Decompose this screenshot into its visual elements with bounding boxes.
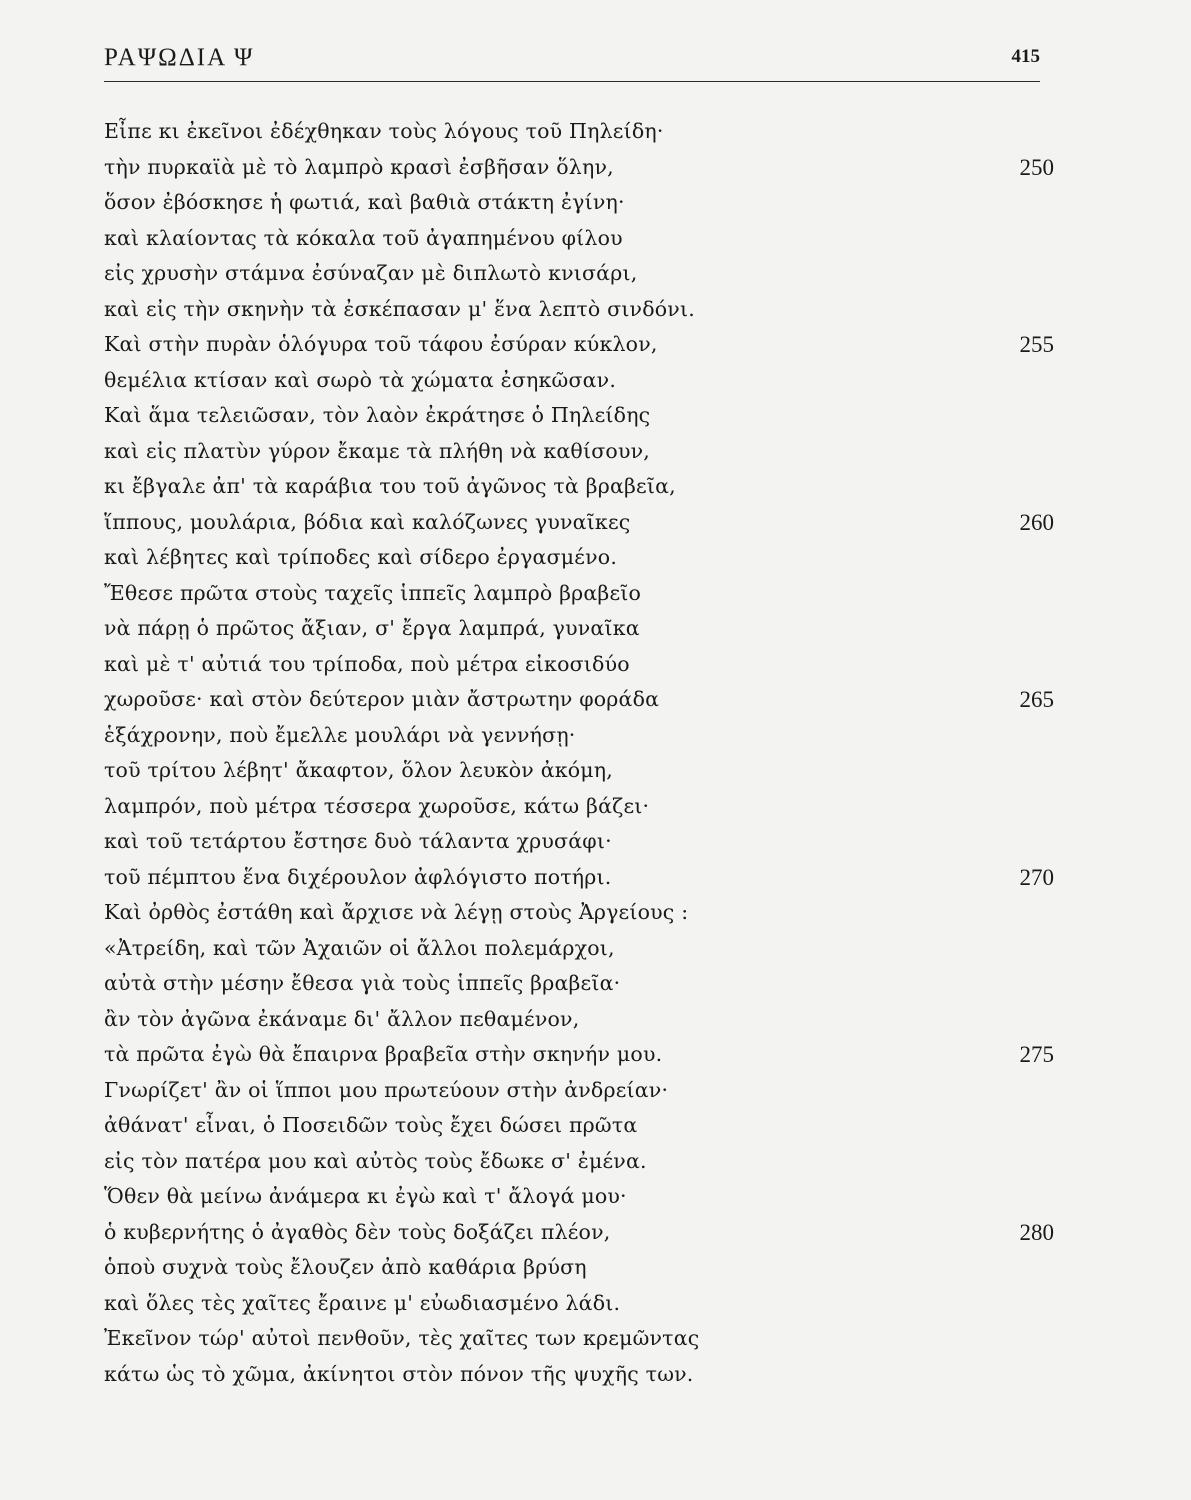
verse-line [104, 469, 1054, 505]
verse-text: θεμέλια κτίσαν καὶ σωρὸ τὰ χώματα ἐσηκῶσαν. [104, 367, 617, 392]
verse-text: καὶ μὲ τ' αὐτιά του τρίποδα, ποὺ μέτρα εἰκοσιδύο [104, 651, 630, 676]
verse-text: κι ἔβγαλε ἀπ' τὰ καράβια του τοῦ ἀγῶνος τὰ βραβεῖα, [104, 474, 676, 498]
verse-line [104, 114, 1054, 150]
verse-text: Καὶ στὴν πυρὰν ὁλόγυρα τοῦ τάφου ἐσύραν κύκλον, [104, 332, 658, 356]
verse-line [104, 1073, 1054, 1109]
verse-line [104, 860, 1054, 896]
verse-text: λαμπρόν, ποὺ μέτρα τέσσερα χωροῦσε, κάτω βάζει· [104, 793, 650, 818]
verse-line [104, 1144, 1054, 1180]
verse-text: Καὶ ὀρθὸς ἐστάθη καὶ ἄρχισε νὰ λέγῃ στοὺς Ἀργείους : [104, 900, 689, 924]
verse-text: καὶ τοῦ τετάρτου ἔστησε δυὸ τάλαντα χρυσάφι· [104, 829, 612, 853]
verse-text: χωροῦσε· καὶ στὸν δεύτερον μιὰν ἄστρωτην φοράδα [104, 687, 660, 711]
line-number: 260 [1019, 509, 1054, 535]
verse-text: Καὶ ἅμα τελειῶσαν, τὸν λαὸν ἐκράτησε ὁ Πηλείδης [104, 403, 651, 427]
verse-line [104, 1108, 1054, 1144]
line-number: 250 [1019, 154, 1054, 180]
verse-text: ὅσον ἐβόσκησε ἡ φωτιά, καὶ βαθιὰ στάκτη ἐγίνη· [104, 190, 625, 214]
verse-line [104, 221, 1054, 257]
verse-text: καὶ εἰς τὴν σκηνὴν τὰ ἐσκέπασαν μ' ἕνα λεπτὸ σινδόνι. [104, 296, 695, 321]
verse-line [104, 398, 1054, 434]
verse-line [104, 256, 1054, 292]
line-number: 265 [1019, 687, 1054, 712]
verse-line [104, 611, 1054, 647]
verse-line [104, 292, 1054, 328]
verse-line [104, 1286, 1054, 1322]
chapter-title: ΡΑΨΩΔΙΑ Ψ [104, 44, 255, 71]
verse-text: εἰς τὸν πατέρα μου καὶ αὐτὸς τοὺς ἔδωκε σ' ἐμένα. [104, 1148, 647, 1173]
verse-line [104, 1002, 1054, 1038]
verse-line [104, 576, 1054, 612]
verse-line [104, 1037, 1054, 1073]
verse-line [104, 1215, 1054, 1251]
line-number: 270 [1019, 864, 1054, 890]
verse-text: αὐτὰ στὴν μέσην ἔθεσα γιὰ τοὺς ἱππεῖς βραβεῖα· [104, 971, 621, 995]
verse-text: Ἐκεῖνον τώρ' αὐτοὶ πενθοῦν, τὲς χαῖτες των κρεμῶντας [104, 1326, 700, 1350]
verse-line [104, 1321, 1054, 1357]
verse-text: τὴν πυρκαϊὰ μὲ τὸ λαμπρὸ κρασὶ ἐσβῆσαν ὅλην, [104, 154, 614, 179]
verse-text: Γνωρίζετ' ἂν οἱ ἵπποι μου πρωτεύουν στὴν ἀνδρείαν· [104, 1077, 669, 1102]
page-number: 415 [1011, 46, 1040, 67]
verse-line [104, 789, 1054, 825]
verse-block [104, 114, 1054, 1392]
verse-text: Ἔθεσε πρῶτα στοὺς ταχεῖς ἱππεῖς λαμπρὸ βραβεῖο [104, 580, 642, 605]
verse-text: Εἶπε κι ἐκεῖνοι ἐδέχθηκαν τοὺς λόγους τοῦ Πηλείδη· [104, 119, 664, 143]
verse-text: «Ἀτρείδη, καὶ τῶν Ἀχαιῶν οἱ ἄλλοι πολεμάρχοι, [104, 935, 615, 960]
verse-line [104, 434, 1054, 470]
verse-text: κάτω ὡς τὸ χῶμα, ἀκίνητοι στὸν πόνον τῆς ψυχῆς των. [104, 1361, 694, 1386]
verse-line [104, 363, 1054, 399]
verse-text: τοῦ τρίτου λέβητ' ἄκαφτον, ὅλον λευκὸν ἀκόμη, [104, 758, 614, 782]
verse-line [104, 682, 1054, 718]
verse-text: καὶ ὅλες τὲς χαῖτες ἔραινε μ' εὐωδιασμένο λάδι. [104, 1290, 621, 1315]
verse-line [104, 753, 1054, 789]
verse-text: νὰ πάρῃ ὁ πρῶτος ἄξιαν, σ' ἔργα λαμπρά, γυναῖκα [104, 616, 640, 640]
verse-line [104, 966, 1054, 1002]
line-number: 255 [1019, 332, 1054, 357]
verse-line [104, 718, 1054, 754]
verse-line [104, 1357, 1054, 1393]
verse-text: καὶ εἰς πλατὺν γύρον ἔκαμε τὰ πλήθη νὰ καθίσουν, [104, 438, 650, 463]
verse-text: εἰς χρυσὴν στάμνα ἐσύναζαν μὲ διπλωτὸ κνισάρι, [104, 261, 638, 285]
verse-text: τοῦ πέμπτου ἕνα διχέρουλον ἀφλόγιστο ποτήρι. [104, 864, 612, 889]
verse-line [104, 824, 1054, 860]
verse-text: ὁ κυβερνήτης ὁ ἀγαθὸς δὲν τοὺς δοξάζει πλέον, [104, 1219, 611, 1244]
verse-line [104, 150, 1054, 186]
verse-line [104, 931, 1054, 967]
verse-text: ἵππους, μουλάρια, βόδια καὶ καλόζωνες γυναῖκες [104, 509, 631, 534]
verse-line [104, 895, 1054, 931]
header-rule [104, 81, 1040, 82]
verse-line [104, 1250, 1054, 1286]
verse-line [104, 647, 1054, 683]
verse-text: ἑξάχρονην, ποὺ ἔμελλε μουλάρι νὰ γεννήσῃ· [104, 722, 576, 747]
verse-text: καὶ κλαίοντας τὰ κόκαλα τοῦ ἀγαπημένου φίλου [104, 225, 623, 250]
verse-line [104, 540, 1054, 576]
verse-line [104, 327, 1054, 363]
verse-text: ἀθάνατ' εἶναι, ὁ Ποσειδῶν τοὺς ἔχει δώσει πρῶτα [104, 1113, 638, 1137]
verse-line [104, 185, 1054, 221]
verse-text: ἂν τὸν ἀγῶνα ἐκάναμε δι' ἄλλον πεθαμένον, [104, 1006, 580, 1031]
verse-text: τὰ πρῶτα ἐγὼ θὰ ἔπαιρνα βραβεῖα στὴν σκηνήν μου. [104, 1042, 663, 1066]
verse-text: ὁποὺ συχνὰ τοὺς ἔλουζεν ἀπὸ καθάρια βρύση [104, 1255, 587, 1279]
running-head [104, 42, 1040, 82]
line-number: 280 [1019, 1219, 1054, 1245]
verse-line [104, 1179, 1054, 1215]
line-number: 275 [1019, 1042, 1054, 1067]
verse-text: Ὅθεν θὰ μείνω ἀνάμερα κι ἐγὼ καὶ τ' ἄλογά μου· [104, 1184, 627, 1208]
verse-line [104, 505, 1054, 541]
verse-text: καὶ λέβητες καὶ τρίποδες καὶ σίδερο ἐργασμένο. [104, 545, 618, 569]
